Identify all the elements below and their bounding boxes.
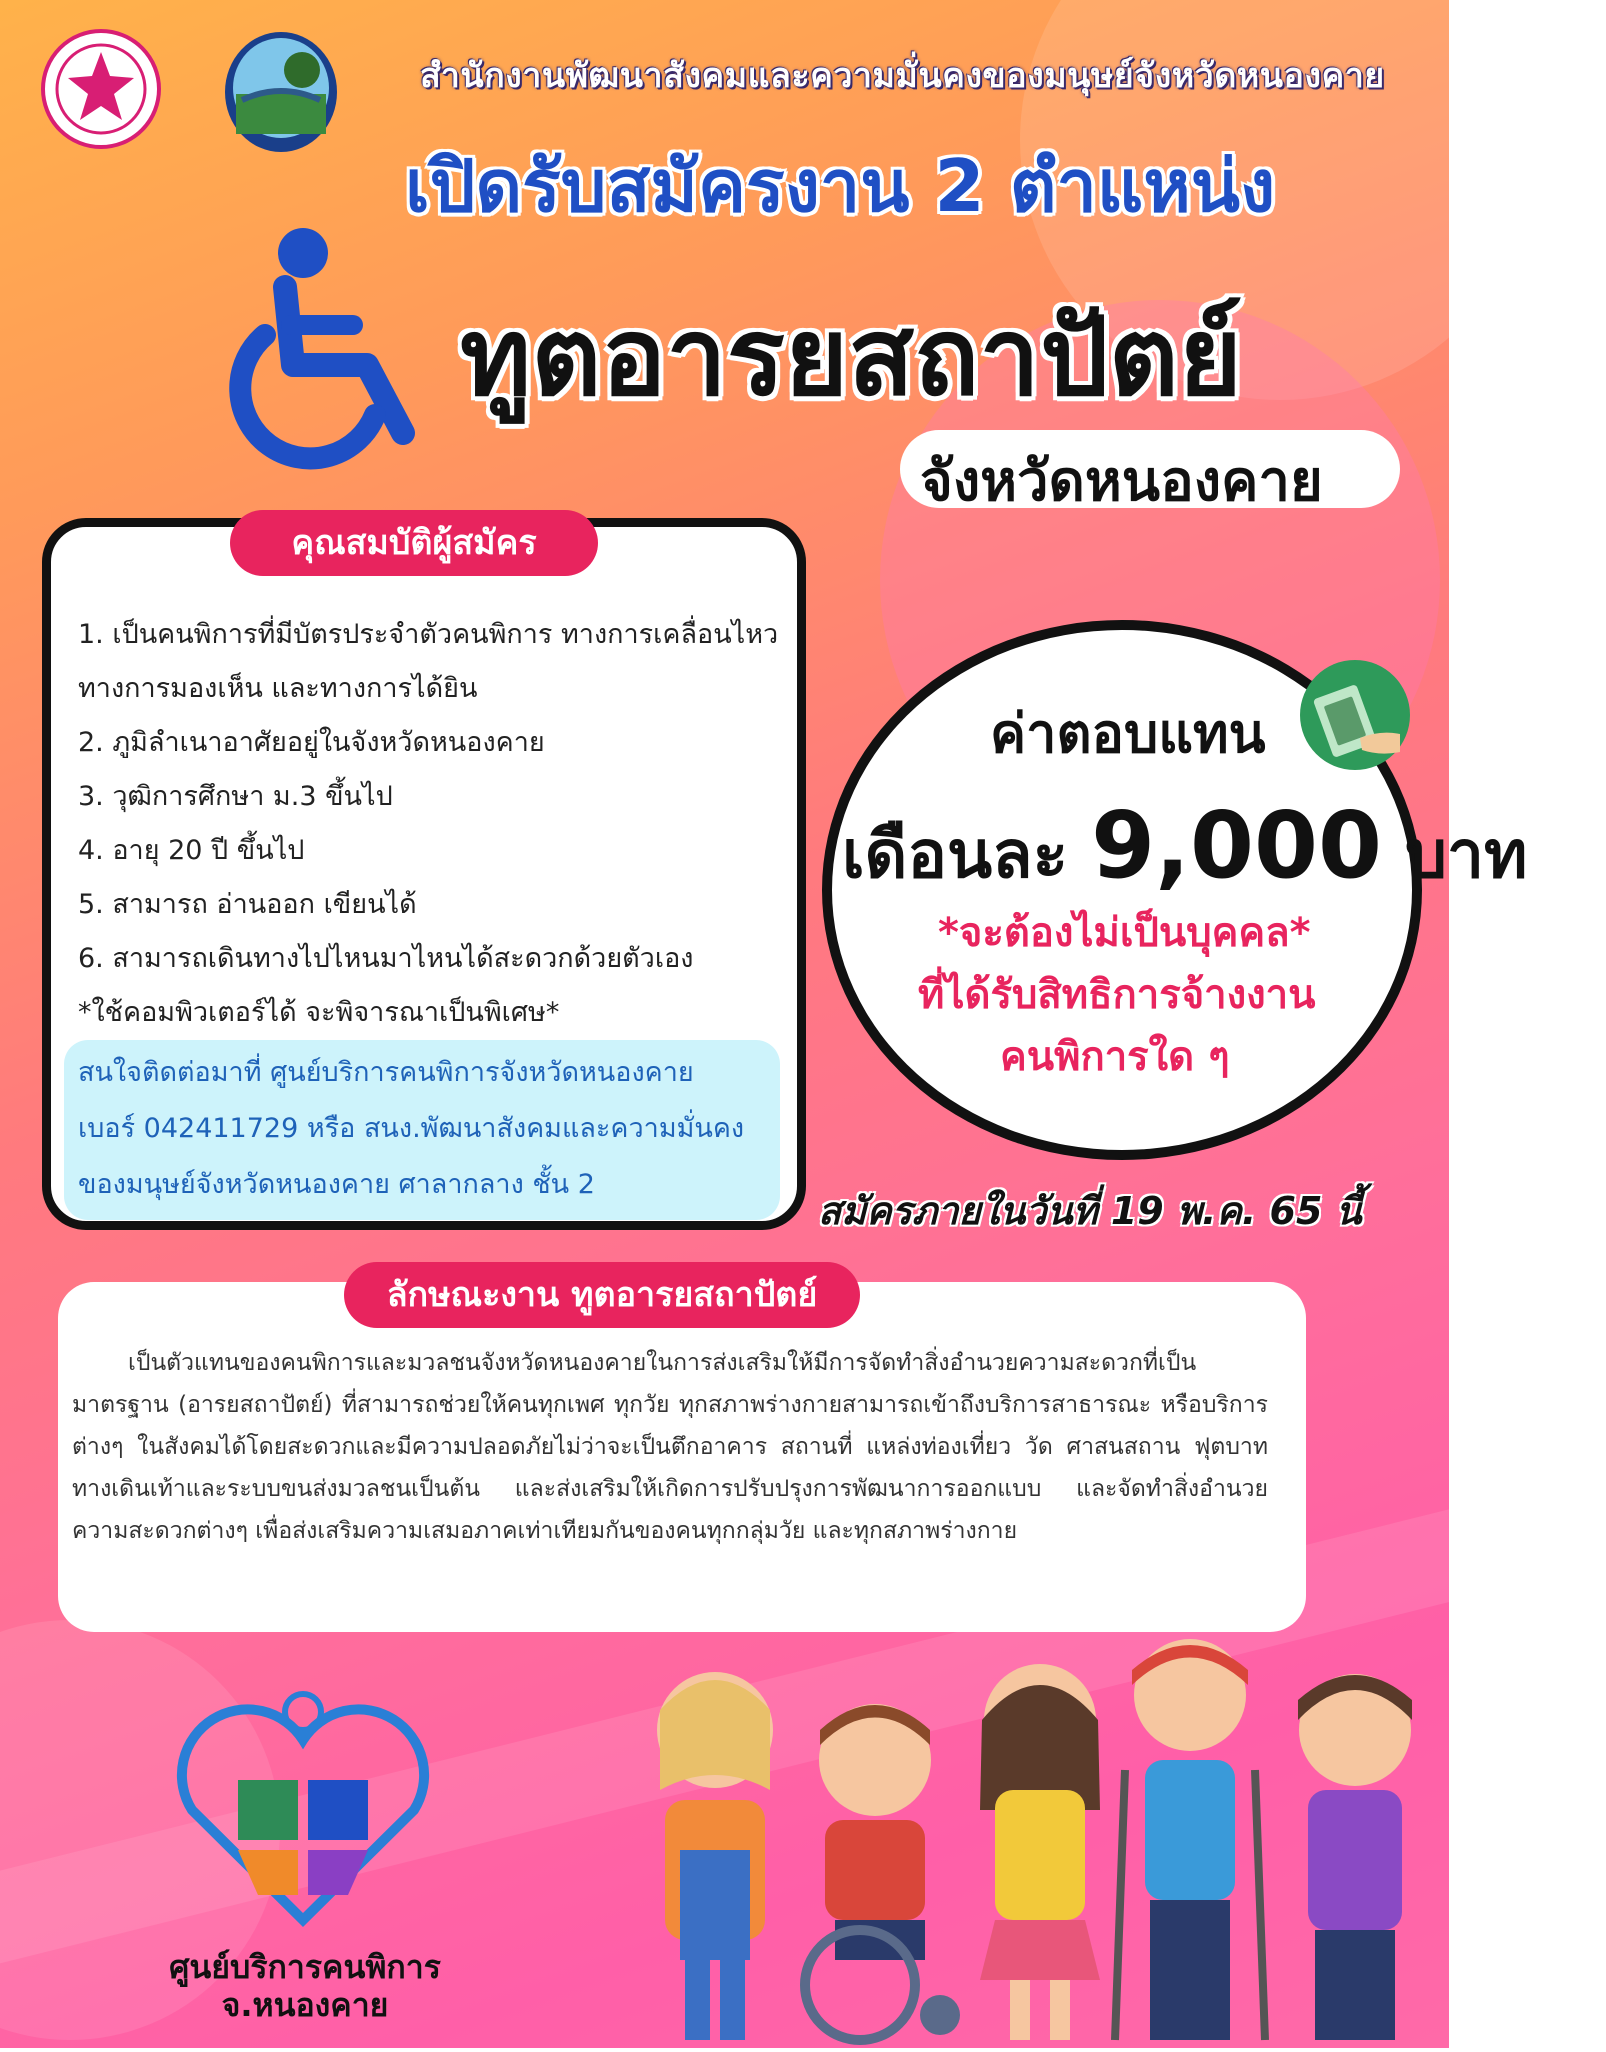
province-seal-icon: [222, 30, 340, 160]
salary-prefix: เดือนละ: [842, 816, 1069, 893]
application-deadline: สมัครภายในวันที่ 19 พ.ค. 65 นี้: [818, 1189, 1362, 1233]
qualification-item: ทางการมองเห็น และทางการได้ยิน: [78, 673, 478, 704]
qualification-item: *ใช้คอมพิวเตอร์ได้ จะพิจารณาเป็นพิเศษ*: [78, 997, 560, 1028]
money-hand-icon: [1300, 660, 1410, 770]
salary-note: *จะต้องไม่เป็นบุคคล*: [938, 910, 1311, 956]
person-5: [1298, 1674, 1412, 2040]
qualification-item: 5. สามารถ อ่านออก เขียนได้: [78, 889, 417, 920]
page-title: ทูตอารยสถาปัตย์: [460, 295, 1243, 420]
page-subtitle: จังหวัดหนองคาย: [920, 449, 1323, 514]
salary-label: ค่าตอบแทน: [990, 702, 1266, 765]
heart-disability-logo-icon: [168, 1690, 438, 1930]
contact-line: ของมนุษย์จังหวัดหนองคาย ศาลากลาง ชั้น 2: [78, 1169, 595, 1200]
person-2-wheelchair: [805, 1704, 960, 2040]
job-description-text: เป็นตัวแทนของคนพิการและมวลชนจังหวัดหนองคายในการส่งเสริมให้มีการจัดทำสิ่งอำนวยความสะดวกที่เป็นมาตรฐาน (อารยสถาปัตย์) ที่สามารถช่วยให้คนทุกเพศ ทุกวัย ทุกสภาพร่างกายสามารถเข้าถึงบริการสาธารณะ หรือบริการต่างๆ ในสังคมได้โดยสะดวกและมีความปลอดภัยไม่ว่าจะเป็นตึกอาคาร สถานที่ แหล่งท่องเที่ยว วัด ศาสนสถาน ฟุตบาททางเดินเท้าและระบบขนส่งมวลชนเป็นต้น และส่งเสริมให้เกิดการปรับปรุงการพัฒนาการออกแบบ และจัดทำสิ่งอำนวยความสะดวกต่างๆ เพื่อส่งเสริมความเสมอภาคเท่าเทียมกันของคนทุกกลุ่มวัย และทุกสภาพร่างกาย: [72, 1350, 1268, 1544]
person-1: [657, 1672, 773, 2040]
people-illustration: [620, 1640, 1440, 2048]
center-name-line: จ.หนองคาย: [221, 1986, 389, 2024]
qualification-item: 4. อายุ 20 ปี ขึ้นไป: [78, 835, 305, 866]
salary-note: ที่ได้รับสิทธิการจ้างงาน: [918, 972, 1316, 1018]
job-description-heading: ลักษณะงาน ทูตอารยสถาปัตย์: [344, 1262, 860, 1328]
center-name-line: ศูนย์บริการคนพิการ: [169, 1948, 441, 1986]
headline: เปิดรับสมัครงาน 2 ตำแหน่ง: [405, 144, 1276, 228]
person-3: [980, 1664, 1100, 2040]
wheelchair-icon: [225, 225, 440, 455]
contact-line: สนใจติดต่อมาที่ ศูนย์บริการคนพิการจังหวัดหนองคาย: [78, 1057, 694, 1088]
ministry-seal-icon: [40, 28, 162, 150]
org-name: สำนักงานพัฒนาสังคมและความมั่นคงของมนุษย์จังหวัดหนองคาย: [420, 56, 1385, 96]
qualification-item: 1. เป็นคนพิการที่มีบัตรประจำตัวคนพิการ ทางการเคลื่อนไหว: [78, 619, 779, 650]
center-name: [150, 1948, 460, 2024]
salary-amount: 9,000: [1091, 792, 1383, 899]
qualification-item: 2. ภูมิลำเนาอาศัยอยู่ในจังหวัดหนองคาย: [78, 727, 545, 758]
person-4-crutches: [1115, 1639, 1265, 2040]
qualification-item: 6. สามารถเดินทางไปไหนมาไหนได้สะดวกด้วยตัวเอง: [78, 943, 694, 974]
salary-unit: บาท: [1405, 816, 1528, 893]
salary-note: คนพิการใด ๆ: [1000, 1034, 1230, 1080]
qualifications-heading: คุณสมบัติผู้สมัคร: [230, 510, 598, 576]
salary-amount-line: [842, 792, 1528, 907]
qualification-item: 3. วุฒิการศึกษา ม.3 ขึ้นไป: [78, 781, 393, 812]
contact-line: เบอร์ 042411729 หรือ สนง.พัฒนาสังคมและความมั่นคง: [78, 1113, 745, 1144]
